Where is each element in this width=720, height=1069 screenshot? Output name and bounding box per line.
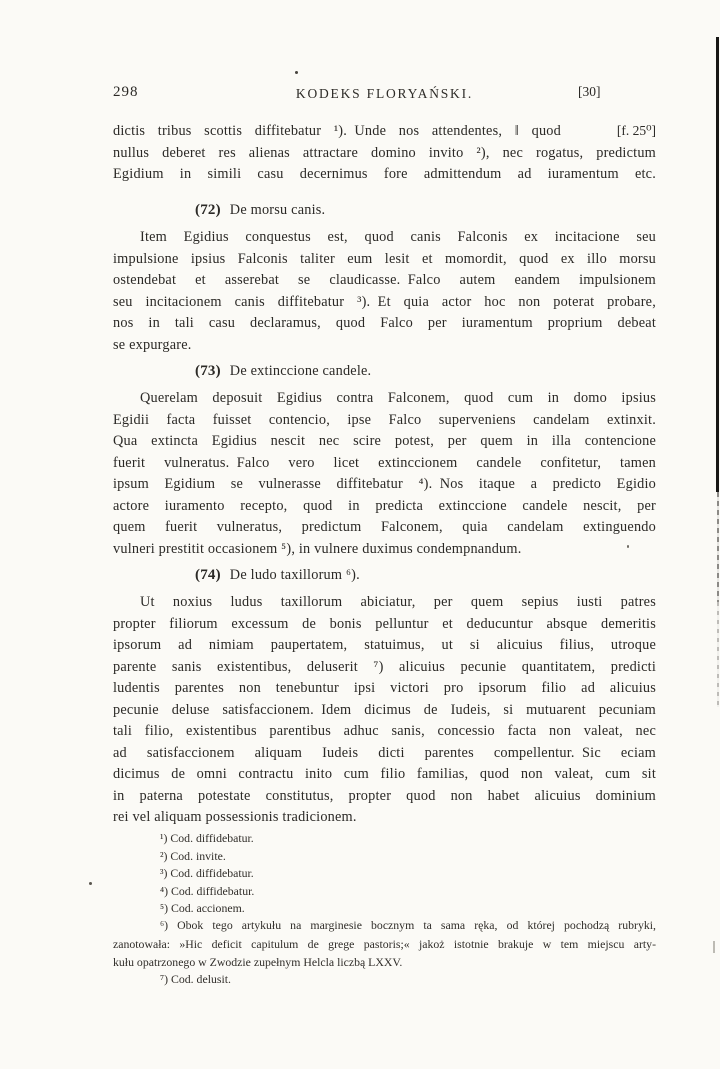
scan-edge-artifact xyxy=(717,602,719,707)
section-heading-72 xyxy=(195,200,325,222)
section-title: De morsu canis. xyxy=(229,202,326,218)
text-line: fuerit vulneratus. Falco vero licet extinccionem candele confitetur, tamen xyxy=(113,454,656,471)
section-73-paragraph xyxy=(113,388,656,560)
text-line: ipsum Egidium se vulnerasse diffitebatur ⁴). Nos itaque a predicto Egidio xyxy=(113,476,656,492)
text-line: Ut noxius ludus taxillorum abiciatur, per quem sepius iusti patres xyxy=(140,594,656,610)
text-line: kułu opatrzonego w Zwodzie zupełnym Helcla liczbą LXXV. xyxy=(113,955,403,969)
text-line: se expurgare. xyxy=(113,336,192,353)
section-number: (74) xyxy=(195,567,221,583)
text-line: ⁷) Cod. delusit. xyxy=(160,972,231,986)
ink-speck xyxy=(713,941,715,953)
text-line: impulsione ipsius Falconis taliter eum lesit et momordit, quod ex illo morsu xyxy=(113,250,656,267)
folio-reference: [f. 25⁰] xyxy=(616,123,656,138)
text-line: Egidium in simili casu decernimus fore admittendum ad iuramentum etc. xyxy=(113,166,656,182)
text-line: tali filio, existentibus parentibus adhuc sanis, concessio facta non valeat, nec xyxy=(113,723,656,739)
section-74-paragraph xyxy=(113,592,656,829)
text-line: actore iuramento recepto, quod in predicta extinccione candele nescit, per xyxy=(113,497,656,514)
section-heading-73 xyxy=(195,361,371,383)
text-line: zanotowała: »Hic deficit capitulum de grege pastoris;« jakoż istotnie brakuje w tem miejscu arty- xyxy=(113,937,656,951)
text-line: in paterna potestate constitutus, propter quod non habet alicuius dominium xyxy=(113,787,656,804)
text-line: Qua extincta Egidius nescit nec scire potest, per quem in illa contencione xyxy=(113,433,656,449)
ink-speck xyxy=(89,882,92,885)
text-line: propter filiorum excessum de bonis pelluntur et deducuntur absque demeritis xyxy=(113,615,656,632)
text-line: ad satisfaccionem aliquam Iudeis dicti parentes compellentur. Sic eciam xyxy=(113,744,656,761)
section-number: (72) xyxy=(195,202,221,218)
ink-speck xyxy=(627,545,629,548)
intro-paragraph xyxy=(113,121,656,186)
section-title: De ludo taxillorum ⁶). xyxy=(229,567,360,583)
text-line: seu incitacionem canis diffitebatur ³). Et quia actor hoc non poterat probare, xyxy=(113,293,656,310)
text-line: dictis tribus scottis diffitebatur ¹). Unde nos attendentes, ‖ quod xyxy=(113,123,561,139)
text-line: pecunie deluse satisfaccionem. Idem dicimus de Iudeis, si mutuarent pecuniam xyxy=(113,701,656,718)
text-line: ²) Cod. invite. xyxy=(160,848,226,863)
text-line: nullus deberet res alienas attractare domino invito ²), nec rogatus, predictum xyxy=(113,144,656,161)
scan-edge-artifact xyxy=(716,37,719,492)
text-line: Egidii facta fuisset contencio, ipse Falco superveniens candelam extinxit. xyxy=(113,411,656,428)
text-line: ludentis parentes non tenebuntur ipsi victori pro ipsorum filio ad alicuius xyxy=(113,680,656,696)
text-line: rei vel aliquam possessionis tradicionem. xyxy=(113,809,357,825)
text-line: nos in tali casu declaramus, quod Falco per iuramentum proprium debeat xyxy=(113,315,656,331)
footnote-7 xyxy=(113,971,656,989)
running-title: KODEKS FLORYAŃSKI. xyxy=(295,86,474,101)
section-72-paragraph xyxy=(113,227,656,356)
text-line: parente sanis existentibus, deluserit ⁷) alicuius pecunie quantitatem, predicti xyxy=(113,658,656,675)
scan-edge-artifact xyxy=(717,492,719,602)
section-number: (73) xyxy=(195,363,221,379)
footnote-6-first-line xyxy=(113,917,656,935)
text-line: ostendebat et asserebat se claudicasse. Falco autem eandem impulsionem xyxy=(113,272,656,288)
text-line: ¹) Cod. diffidebatur. xyxy=(160,831,254,845)
header-bracket-number: [30] xyxy=(578,84,601,99)
text-line: dicimus de omni contractu inito cum filio familias, quod non valeat, cum sit xyxy=(113,766,656,782)
section-title: De extinccione candele. xyxy=(229,363,372,379)
section-heading-74 xyxy=(195,565,360,587)
text-line: ⁶) Obok tego artykułu na marginesie bocznym ta sama ręka, od której pochodzą rubryki, xyxy=(160,918,656,932)
ink-speck xyxy=(295,71,298,74)
text-line: ³) Cod. diffidebatur. xyxy=(160,866,254,880)
text-line: quem fuerit vulneratus, predictum Falconem, quia candelam extinguendo xyxy=(113,519,656,535)
footnotes-1-5 xyxy=(113,830,656,918)
text-line: Querelam deposuit Egidius contra Falconem, quod cum in domo ipsius xyxy=(140,390,656,406)
page-number: 298 xyxy=(113,84,139,100)
text-line: Item Egidius conquestus est, quod canis Falconis ex incitacione seu xyxy=(140,229,656,245)
text-line: ⁴) Cod. diffidebatur. xyxy=(160,883,255,898)
text-line: vulneri prestitit occasionem ⁵), in vulnere duximus condempnandum. xyxy=(113,540,522,557)
text-line: ipsorum ad nimiam paupertatem, statuimus, ut si alicuius filius, utroque xyxy=(113,637,656,653)
text-line: ⁵) Cod. accionem. xyxy=(160,901,245,915)
footnote-6-continuation xyxy=(113,935,656,971)
